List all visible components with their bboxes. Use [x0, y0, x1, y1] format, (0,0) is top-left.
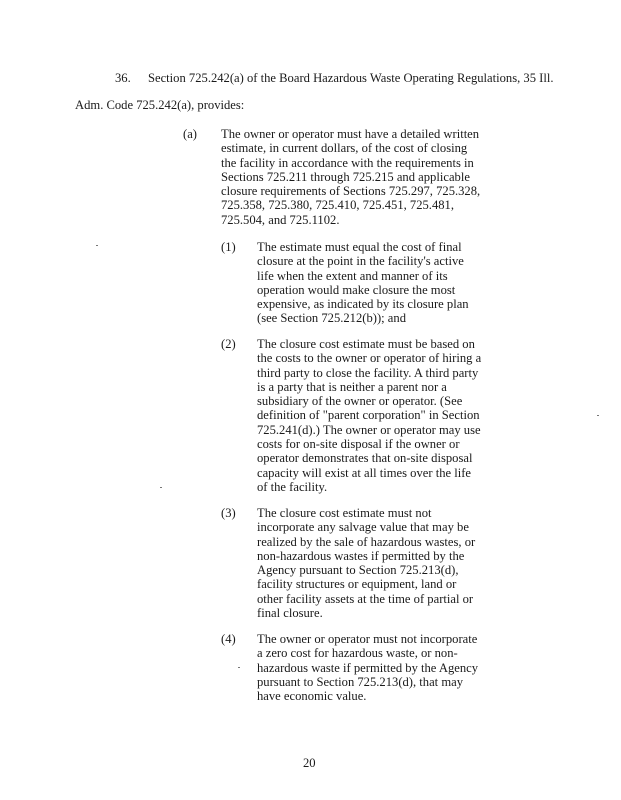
- item-3-text: [257, 506, 475, 620]
- subsection-a-line: Sections 725.211 through 725.215 and applicable: [221, 169, 470, 184]
- item-3-line: Agency pursuant to Section 725.213(d),: [257, 563, 459, 578]
- scan-speck: [96, 245, 98, 246]
- item-2-line: of the facility.: [257, 479, 328, 494]
- item-3-line: non-hazardous wastes if permitted by the: [257, 548, 465, 563]
- item-4-line: have economic value.: [257, 689, 367, 704]
- item-3-label: (3): [221, 506, 236, 520]
- item-1-line: closure at the point in the facility's active: [257, 254, 464, 269]
- item-2-line: capacity will exist at all times over the life: [257, 465, 472, 480]
- item-3-line: incorporate any salvage value that may be: [257, 520, 469, 535]
- subsection-a-line: The owner or operator must have a detailed written: [221, 127, 480, 141]
- item-4-line: The owner or operator must not incorporate: [257, 632, 478, 646]
- item-2-line: third party to close the facility. A third party: [257, 365, 479, 380]
- item-3-line: realized by the sale of hazardous wastes, or: [257, 534, 476, 549]
- subsection-a-line: 725.504, and 725.1102.: [221, 212, 340, 227]
- item-2-line: is a party that is neither a parent nor a: [257, 379, 447, 394]
- subsection-a-line: estimate, in current dollars, of the cost of closing: [221, 141, 468, 156]
- item-1-text: [257, 240, 469, 326]
- item-2-text: [257, 337, 481, 494]
- item-4-line: a zero cost for hazardous waste, or non-: [257, 646, 458, 661]
- item-2-line: 725.241(d).) The owner or operator may use: [257, 422, 481, 437]
- paragraph-number: 36.: [115, 71, 131, 85]
- item-3-line: other facility assets at the time of partial or: [257, 591, 474, 606]
- item-1-line: expensive, as indicated by its closure plan: [257, 297, 469, 312]
- item-2-label: (2): [221, 337, 236, 351]
- item-2-line: The closure cost estimate must be based on: [257, 337, 475, 351]
- item-1-line: operation would make closure the most: [257, 282, 456, 297]
- scan-speck: [160, 487, 162, 488]
- item-2-line: costs for on-site disposal if the owner or: [257, 437, 460, 452]
- item-4-label: (4): [221, 632, 236, 646]
- subsection-a-line: the facility in accordance with the requirements in: [221, 155, 474, 170]
- subsection-a-line: 725.358, 725.380, 725.410, 725.451, 725.481,: [221, 198, 454, 213]
- item-2-line: subsidiary of the owner or operator. (See: [257, 394, 463, 409]
- item-3-line: facility structures or equipment, land or: [257, 577, 457, 592]
- paragraph-intro-continued: Adm. Code 725.242(a), provides:: [75, 98, 245, 112]
- subsection-a-label: (a): [183, 127, 197, 141]
- subsection-a-text: [221, 127, 480, 227]
- item-3-line: The closure cost estimate must not: [257, 506, 432, 520]
- item-1-line: The estimate must equal the cost of final: [257, 240, 462, 254]
- item-3-line: final closure.: [257, 606, 323, 621]
- item-1-label: (1): [221, 240, 236, 254]
- scan-speck: [597, 415, 599, 416]
- item-1-line: life when the extent and manner of its: [257, 268, 448, 283]
- item-2-line: operator demonstrates that on-site disposal: [257, 451, 473, 466]
- paragraph-intro: Section 725.242(a) of the Board Hazardous Waste Operating Regulations, 35 Ill.: [148, 71, 554, 85]
- item-2-line: definition of "parent corporation" in Section: [257, 408, 480, 423]
- item-4-line: pursuant to Section 725.213(d), that may: [257, 674, 464, 689]
- scan-speck: [238, 667, 240, 668]
- item-4-text: [257, 632, 478, 703]
- item-4-line: hazardous waste if permitted by the Agency: [257, 660, 479, 675]
- subsection-a-line: closure requirements of Sections 725.297, 725.328,: [221, 184, 481, 199]
- page-number: 20: [303, 756, 316, 770]
- item-2-line: the costs to the owner or operator of hiring a: [257, 351, 482, 366]
- item-1-line: (see Section 725.212(b)); and: [257, 311, 406, 326]
